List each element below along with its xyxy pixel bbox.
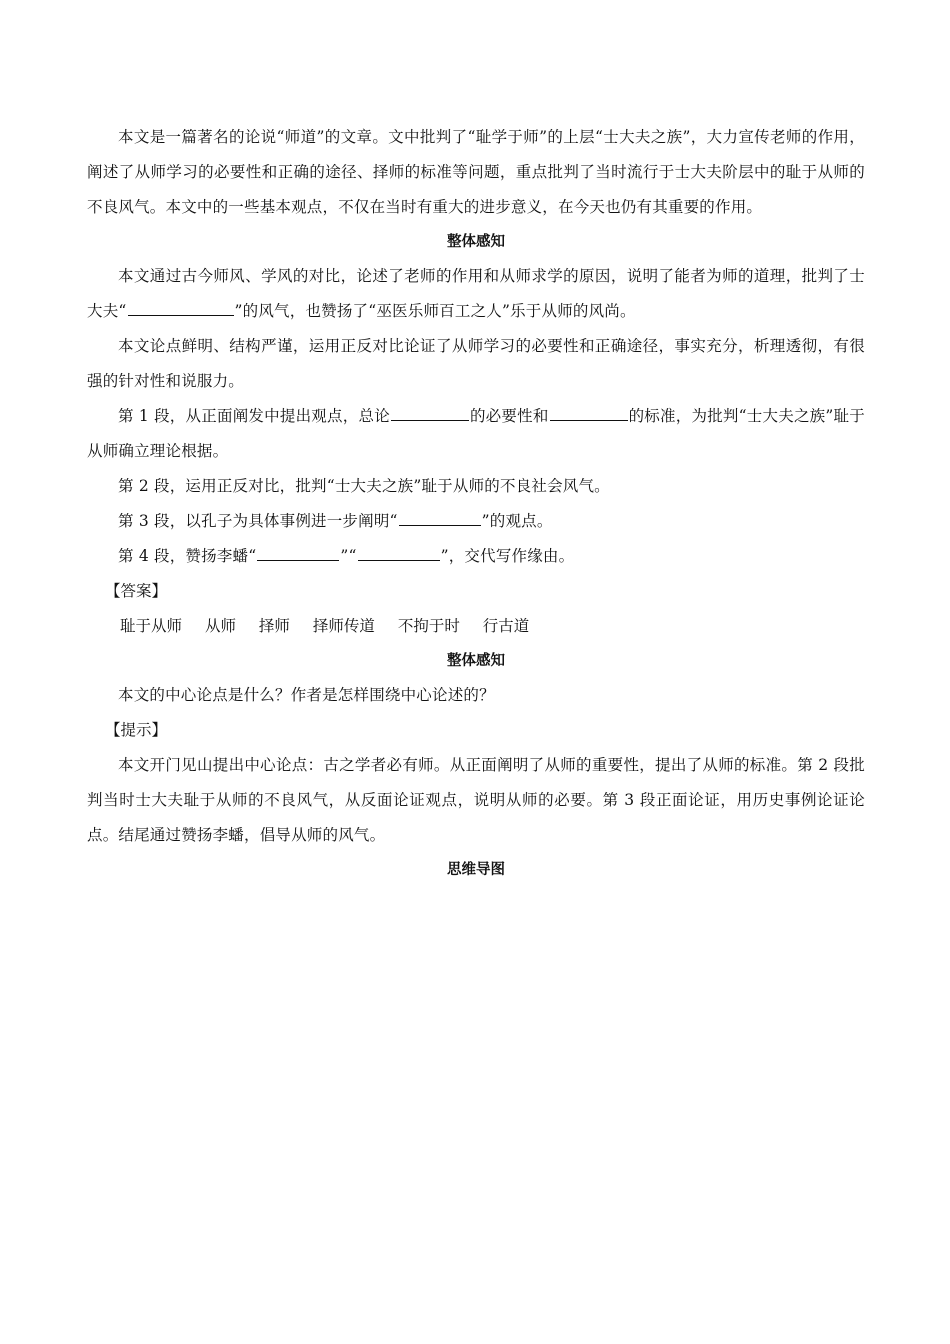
section-heading-overall-1: 整体感知 bbox=[447, 234, 505, 250]
answer-list bbox=[87, 609, 865, 644]
text-span: 本文通过古今师风、学风的对比，论述了老师的作用和从师求学的原因，说明了能者为师的道理，批判了士大夫“ bbox=[87, 267, 865, 320]
text-span: ”的风气，也赞扬了“巫医乐师百工之人”乐于从师的风尚。 bbox=[234, 302, 636, 320]
text-span: ”，交代写作缘由。 bbox=[440, 547, 575, 565]
fill-blank-5 bbox=[257, 544, 339, 561]
answer-item: 从师 bbox=[204, 617, 236, 635]
hint-paragraph: 本文开门见山提出中心论点：古之学者必有师。从正面阐明了从师的重要性，提出了从师的标准。第 2 段批判当时士大夫耻于从师的不良风气，从反面论证观点，说明从师的必要。第 3 段正面论证，用历史事例论证论点。结尾通过赞扬李蟠，倡导从师的风气。 bbox=[87, 756, 865, 844]
text-span: 第 3 段，以孔子为具体事例进一步阐明“ bbox=[118, 512, 398, 530]
document-page bbox=[87, 120, 865, 887]
section-heading-overall-2: 整体感知 bbox=[447, 653, 505, 669]
answer-item: 择师 bbox=[258, 617, 290, 635]
intro-paragraph: 本文是一篇著名的论说“师道”的文章。文中批判了“耻学于师”的上层“士大夫之族”，大力宣传老师的作用，阐述了从师学习的必要性和正确的途径、择师的标准等问题，重点批判了当时流行于士大夫阶层中的耻于从师的不良风气。本文中的一些基本观点，不仅在当时有重大的进步意义，在今天也仍有其重要的作用。 bbox=[87, 128, 865, 216]
paragraph-1-summary bbox=[87, 399, 865, 469]
paragraph-4-summary bbox=[87, 539, 865, 574]
fill-blank-4 bbox=[399, 509, 481, 526]
answer-item: 行古道 bbox=[482, 617, 530, 635]
fill-blank-1 bbox=[128, 299, 234, 316]
answer-item: 择师传道 bbox=[312, 617, 375, 635]
question-paragraph: 本文的中心论点是什么？作者是怎样围绕中心论述的？ bbox=[118, 686, 495, 704]
fill-blank-6 bbox=[358, 544, 440, 561]
section-heading-mindmap: 思维导图 bbox=[447, 862, 505, 878]
text-span: 第 4 段，赞扬李蟠“ bbox=[118, 547, 257, 565]
fill-blank-2 bbox=[391, 404, 469, 421]
overall-paragraph-1 bbox=[87, 259, 865, 329]
paragraph-3-summary bbox=[87, 504, 865, 539]
text-span: 的必要性和 bbox=[469, 407, 549, 425]
fill-blank-3 bbox=[550, 404, 628, 421]
overall-paragraph-2: 本文论点鲜明、结构严谨，运用正反对比论证了从师学习的必要性和正确途径，事实充分，析理透彻，有很强的针对性和说服力。 bbox=[87, 337, 865, 390]
paragraph-2-summary: 第 2 段，运用正反对比，批判“士大夫之族”耻于从师的不良社会风气。 bbox=[118, 477, 610, 495]
answer-label: 【答案】 bbox=[105, 582, 168, 600]
text-span: ”的观点。 bbox=[481, 512, 553, 530]
text-span: ”“ bbox=[340, 547, 357, 565]
text-span: 第 1 段，从正面阐发中提出观点，总论 bbox=[118, 407, 390, 425]
answer-item: 耻于从师 bbox=[120, 617, 183, 635]
hint-label: 【提示】 bbox=[105, 721, 168, 739]
answer-item: 不拘于时 bbox=[397, 617, 460, 635]
text-span: 的标准，为批判“士大夫之族”耻于从师确立理论根据。 bbox=[87, 407, 865, 460]
